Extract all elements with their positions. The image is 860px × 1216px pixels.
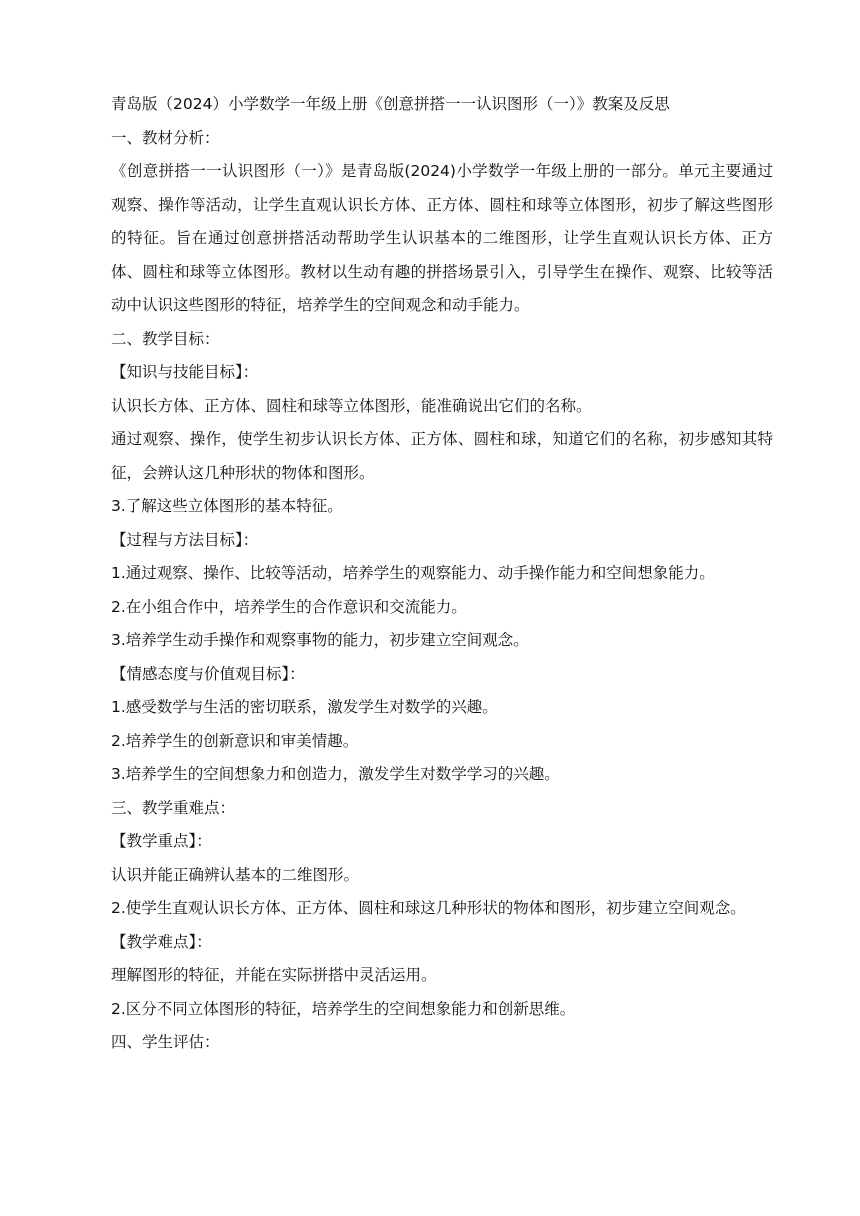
section-heading-keypoints: 三、教学重难点： <box>111 798 236 817</box>
list-item: 2.培养学生的创新意识和审美情趣。 <box>111 731 359 750</box>
document-body <box>111 88 773 1060</box>
list-item: 2.使学生直观认识长方体、正方体、圆柱和球这几种形状的物体和图形，初步建立空间观念。 <box>111 899 746 917</box>
list-item: 通过观察、操作，使学生初步认识长方体、正方体、圆柱和球，知道它们的名称，初步感知其特征，会辨认这几种形状的物体和图形。 <box>111 430 773 482</box>
section-heading-assessment: 四、学生评估： <box>111 1033 220 1051</box>
section-heading-analysis: 一、教材分析： <box>111 128 220 147</box>
section-heading-goals: 二、教学目标： <box>111 329 220 348</box>
list-item: 3.培养学生的空间想象力和创造力，激发学生对数学学习的兴趣。 <box>111 765 560 783</box>
list-item: 认识长方体、正方体、圆柱和球等立体图形，能准确说出它们的名称。 <box>111 396 592 415</box>
list-item: 3.培养学生动手操作和观察事物的能力，初步建立空间观念。 <box>111 631 529 649</box>
subheading-focus: 【教学重点】： <box>111 832 212 850</box>
list-item: 1.通过观察、操作、比较等活动，培养学生的观察能力、动手操作能力和空间想象能力。 <box>111 564 715 582</box>
subheading-emotion: 【情感态度与价值观目标】： <box>111 664 305 683</box>
list-item: 3.了解这些立体图形的基本特征。 <box>111 497 343 515</box>
list-item: 理解图形的特征，并能在实际拼搭中灵活运用。 <box>111 966 437 984</box>
subheading-knowledge: 【知识与技能目标】： <box>111 363 259 381</box>
analysis-paragraph: 《创意拼搭一一认识图形（一）》是青岛版(2024)小学数学一年级上册的一部分。单元主要通过观察、操作等活动，让学生直观认识长方体、正方体、圆柱和球等立体图形，初步了解这些图形的特征。旨在通过创意拼搭活动帮助学生认识基本的二维图形，让学生直观认识长方体、正方体、圆柱和球等立体图形。教材以生动有趣的拼搭场景引入，引导学生在操作、观察、比较等活动中认识这些图形的特征，培养学生的空间观念和动手能力。 <box>111 162 773 314</box>
list-item: 2.在小组合作中，培养学生的合作意识和交流能力。 <box>111 597 467 616</box>
document-title: 青岛版（2024）小学数学一年级上册《创意拼搭一一认识图形（一）》教案及反思 <box>111 95 670 113</box>
subheading-difficulty: 【教学难点】： <box>111 932 212 951</box>
list-item: 认识并能正确辨认基本的二维图形。 <box>111 865 360 884</box>
list-item: 2.区分不同立体图形的特征，培养学生的空间想象能力和创新思维。 <box>111 999 576 1018</box>
list-item: 1.感受数学与生活的密切联系，激发学生对数学的兴趣。 <box>111 698 498 716</box>
subheading-process: 【过程与方法目标】： <box>111 530 259 549</box>
